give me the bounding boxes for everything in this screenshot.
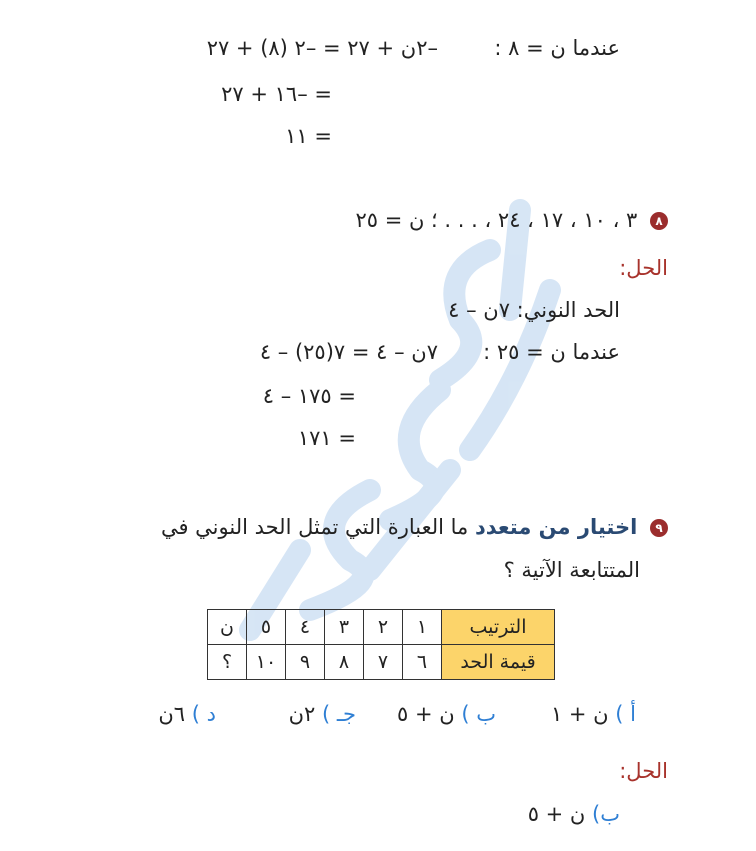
- option-b: [397, 700, 496, 728]
- question-8: [355, 206, 668, 234]
- option-letter: د ): [191, 702, 216, 726]
- table-cell: ٧: [364, 645, 403, 680]
- question-9: [161, 513, 668, 541]
- option-c: [289, 700, 356, 728]
- question-9-keyword: اختيار من متعدد: [475, 515, 638, 539]
- table-cell: ؟: [208, 645, 247, 680]
- q8-equation-2: = ١٧٥ – ٤: [262, 384, 356, 408]
- option-letter: أ ): [615, 702, 636, 726]
- option-value: ٢ن: [288, 702, 316, 726]
- table-cell: ٤: [286, 610, 325, 645]
- q8-nth-term: الحد النوني: ٧ن – ٤: [448, 298, 620, 322]
- table-cell: ٨: [325, 645, 364, 680]
- table-cell: ٩: [286, 645, 325, 680]
- table-cell: ٢: [364, 610, 403, 645]
- table-cell: ١: [403, 610, 442, 645]
- table-cell: ٦: [403, 645, 442, 680]
- question-9-text-line-1: ما العبارة التي تمثل الحد النوني في: [160, 515, 469, 539]
- answer-letter: ب): [592, 802, 620, 826]
- q8-solution-label: الحل:: [619, 256, 668, 280]
- option-letter: ب ): [461, 702, 496, 726]
- table-row: [208, 645, 555, 680]
- q9-solution-label: الحل:: [619, 759, 668, 783]
- option-value: ٦ن: [158, 702, 186, 726]
- q8-when-label: عندما ن = ٢٥ :: [483, 340, 620, 364]
- q7-equation-1: –٢ن + ٢٧ = –٢ (٨) + ٢٧: [206, 36, 438, 60]
- question-9-text-line-2: المتتابعة الآتية ؟: [503, 558, 640, 582]
- table-cell: ١٠: [247, 645, 286, 680]
- question-number-badge: ٨: [650, 212, 668, 230]
- q7-equation-3: = ١١: [285, 124, 332, 148]
- q8-equation-1: ٧ن – ٤ = ٧(٢٥) – ٤: [259, 340, 438, 364]
- question-number-badge: ٩: [650, 519, 668, 537]
- q8-equation-3: = ١٧١: [297, 426, 356, 450]
- table-cell: ٣: [325, 610, 364, 645]
- q9-answer: [528, 800, 620, 828]
- answer-value: ن + ٥: [527, 802, 586, 826]
- row-header-order: الترتيب: [442, 610, 555, 645]
- option-d: [158, 700, 216, 728]
- q7-equation-2: = –١٦ + ٢٧: [221, 82, 332, 106]
- question-8-text: ٣ ، ١٠ ، ١٧ ، ٢٤ ، . . . ؛ ن = ٢٥: [355, 208, 638, 232]
- option-value: ن + ١: [550, 702, 609, 726]
- q7-when-label: عندما ن = ٨ :: [494, 36, 620, 60]
- option-a: [551, 700, 636, 728]
- table-cell: ن: [208, 610, 247, 645]
- option-value: ن + ٥: [397, 702, 455, 726]
- option-letter: جـ ): [321, 702, 356, 726]
- row-header-term-value: قيمة الحد: [442, 645, 555, 680]
- sequence-table: [207, 609, 555, 680]
- table-row: [208, 610, 555, 645]
- table-cell: ٥: [247, 610, 286, 645]
